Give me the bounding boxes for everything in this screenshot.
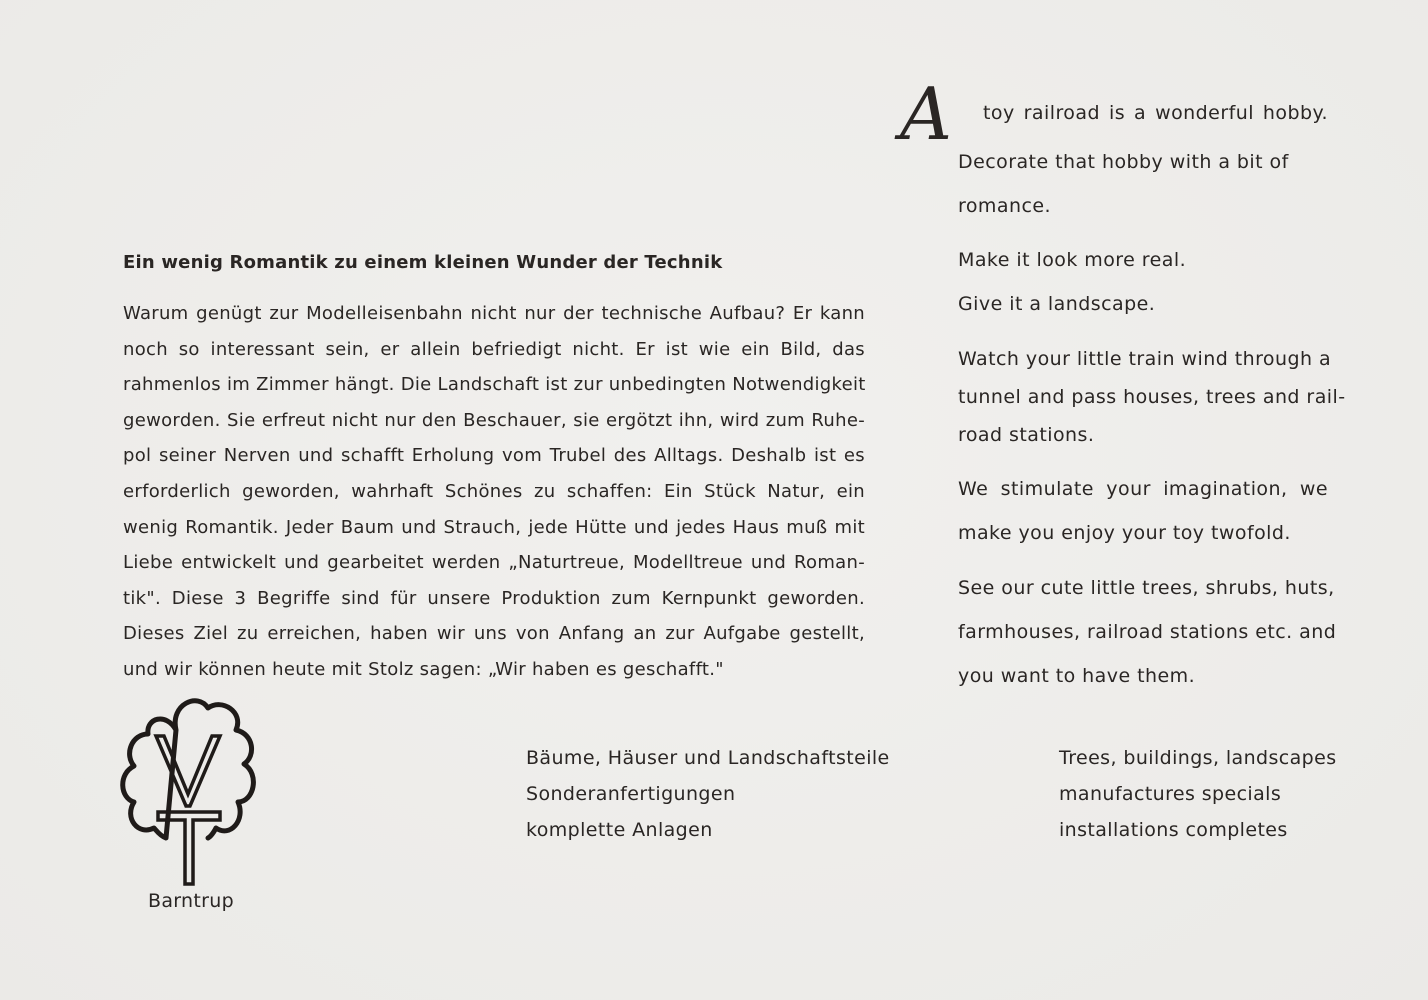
- english-line: Make it look more real.: [958, 249, 1187, 271]
- german-line: erforderlich geworden, wahrhaft Schönes zu schaffen: Ein Stück Natur, ein: [123, 480, 865, 502]
- english-paragraph-6: [958, 574, 1337, 690]
- german-line: und wir können heute mit Stolz sagen: „Wir haben es geschafft.": [123, 658, 724, 680]
- english-paragraph-4: [958, 345, 1346, 449]
- english-line: Decorate that hobby with a bit of: [958, 151, 1289, 173]
- english-first-line: toy railroad is a wonderful hobby.: [983, 102, 1328, 124]
- german-product-list: [526, 744, 890, 852]
- decorative-initial: A: [900, 72, 952, 156]
- list-item: installations completes: [1059, 819, 1288, 841]
- tree-logo-icon: [120, 690, 260, 890]
- english-line: We stimulate your imagination, we: [958, 478, 1328, 500]
- english-paragraph-1: [958, 148, 1328, 220]
- german-paragraph: [123, 300, 865, 692]
- english-line: make you enjoy your toy twofold.: [958, 522, 1291, 544]
- english-line: road stations.: [958, 424, 1095, 446]
- logo-caption: Barntrup: [148, 890, 234, 912]
- german-line: Dieses Ziel zu erreichen, haben wir uns von Anfang an zur Aufgabe gestellt,: [123, 623, 865, 645]
- english-paragraph-5: [958, 475, 1328, 547]
- english-paragraph-3: [958, 290, 1328, 318]
- english-line: Watch your little train wind through a: [958, 348, 1332, 370]
- english-line: romance.: [958, 195, 1051, 217]
- english-line: farmhouses, railroad stations etc. and: [958, 621, 1337, 643]
- english-paragraph-2: [958, 246, 1328, 274]
- list-item: Bäume, Häuser und Landschaftsteile: [526, 747, 890, 769]
- english-line: See our cute little trees, shrubs, huts,: [958, 577, 1335, 599]
- english-line: Give it a landscape.: [958, 293, 1156, 315]
- list-item: Trees, buildings, landscapes: [1059, 747, 1337, 769]
- german-line: Warum genügt zur Modelleisenbahn nicht nur der technische Aufbau? Er kann: [123, 303, 865, 324]
- german-line: Liebe entwickelt und gearbeitet werden „Naturtreue, Modelltreue und Roman-: [123, 552, 865, 574]
- english-line: tunnel and pass houses, trees and rail-: [958, 386, 1346, 408]
- english-product-list: [1059, 744, 1337, 852]
- list-item: komplette Anlagen: [526, 819, 713, 841]
- german-line: geworden. Sie erfreut nicht nur den Beschauer, sie ergötzt ihn, wird zum Ruhe-: [123, 409, 865, 431]
- german-line: pol seiner Nerven und schafft Erholung vom Trubel des Alltags. Deshalb ist es: [123, 445, 865, 467]
- german-heading: Ein wenig Romantik zu einem kleinen Wunder der Technik: [123, 252, 723, 273]
- german-line: tik". Diese 3 Begriffe sind für unsere Produktion zum Kernpunkt geworden.: [123, 587, 865, 609]
- german-line: noch so interessant sein, er allein befriedigt nicht. Er ist wie ein Bild, das: [123, 338, 865, 360]
- list-item: Sonderanfertigungen: [526, 783, 736, 805]
- list-item: manufactures specials: [1059, 783, 1282, 805]
- german-line: rahmenlos im Zimmer hängt. Die Landschaft ist zur unbedingten Notwendigkeit: [123, 374, 866, 396]
- english-line: you want to have them.: [958, 665, 1196, 687]
- german-line: wenig Romantik. Jeder Baum und Strauch, jede Hütte und jedes Haus muß mit: [123, 516, 865, 538]
